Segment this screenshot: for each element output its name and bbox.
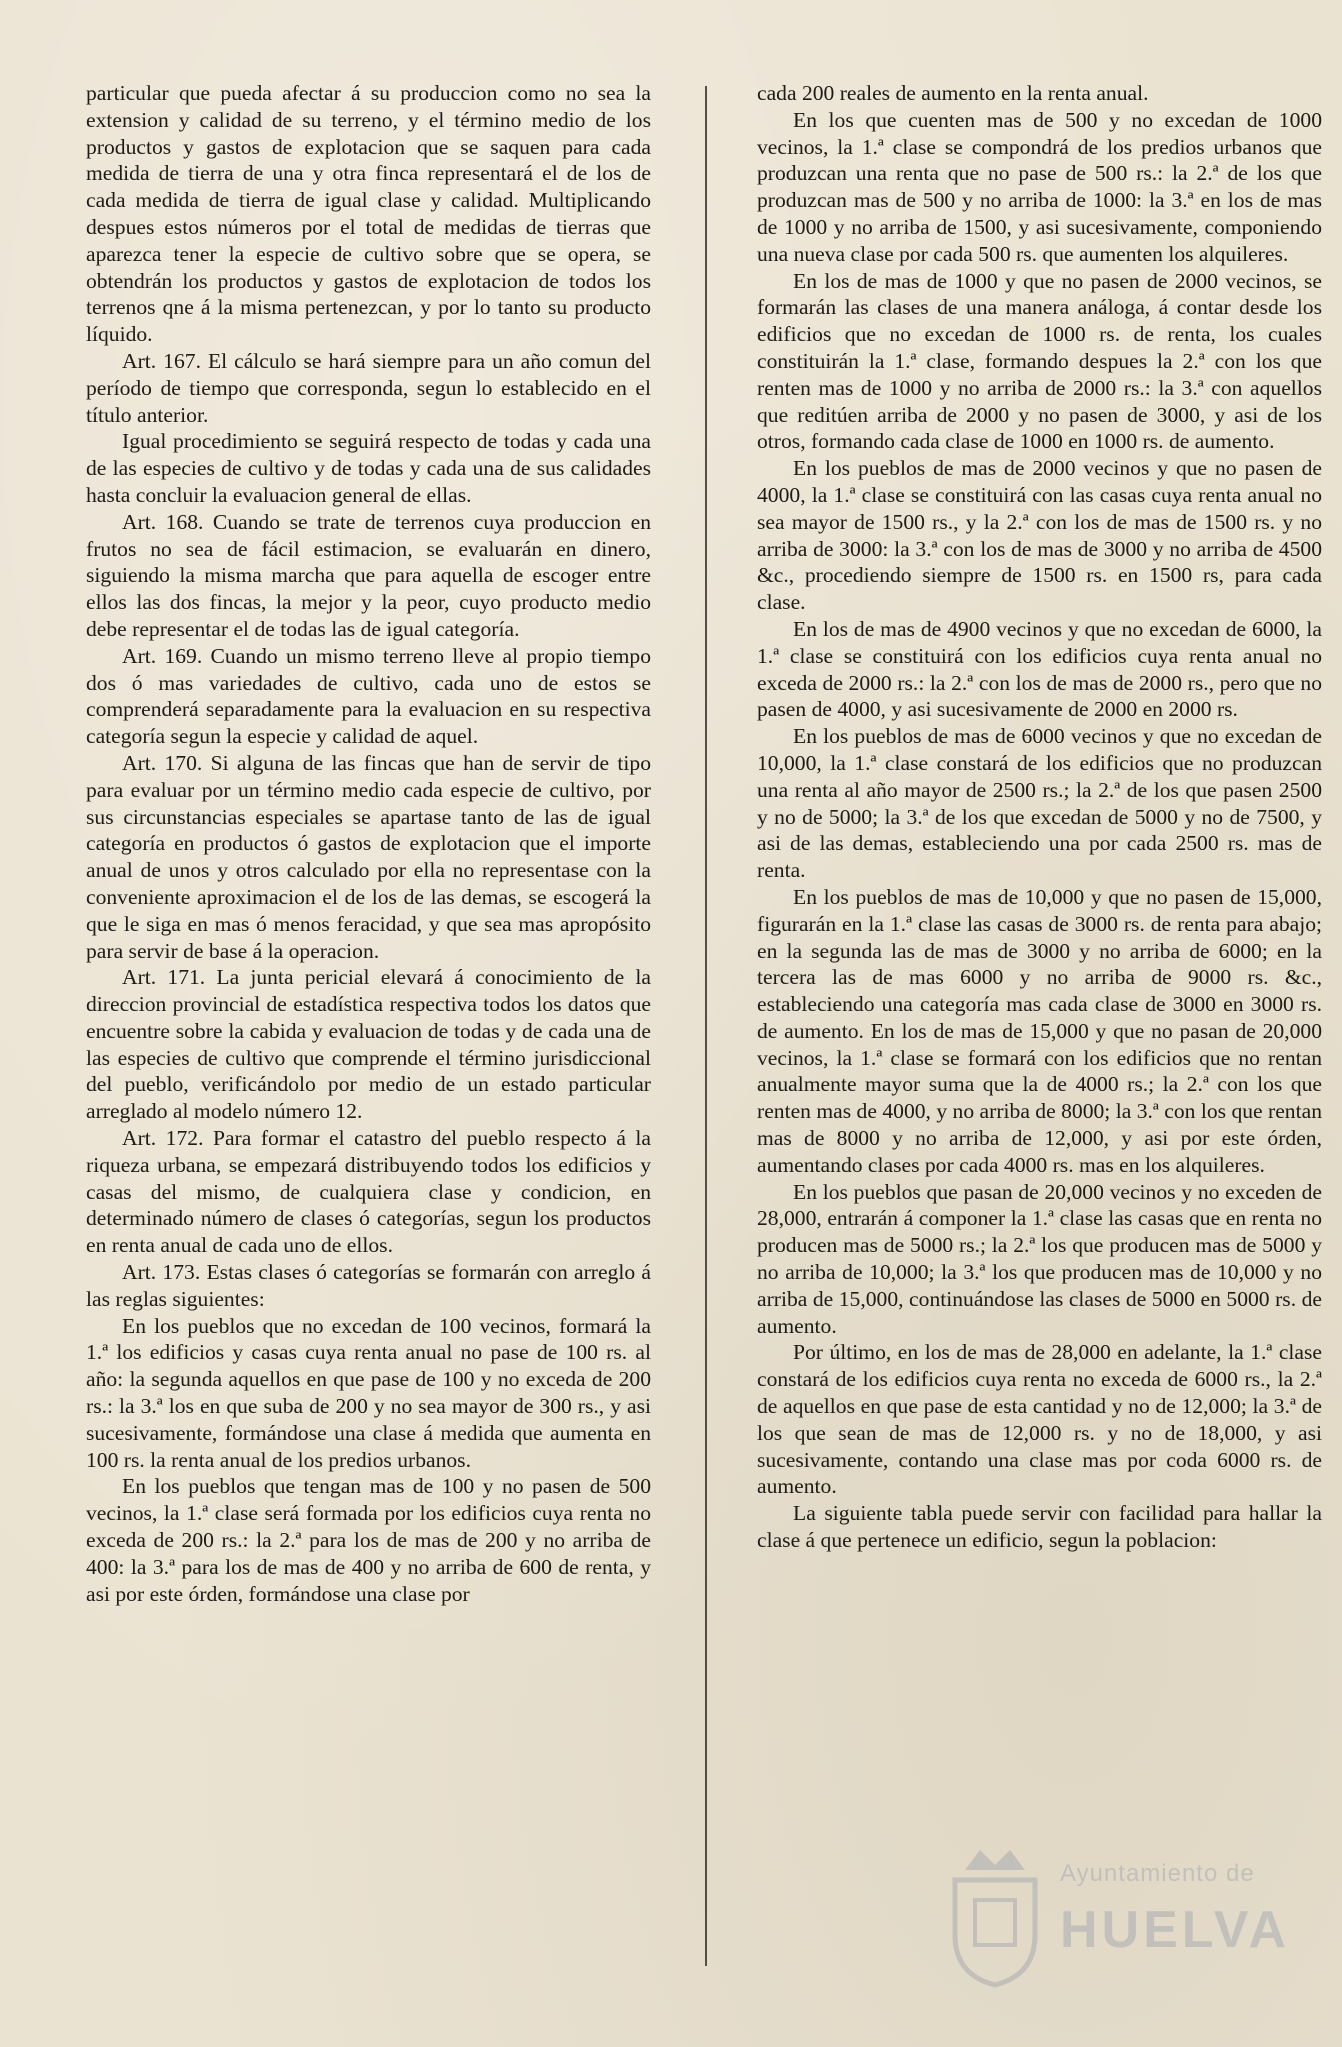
paragraph: Por último, en los de mas de 28,000 en adelante, la 1.ª clase constará de los edificios cuya renta no exceda de 6000 rs., la 2.ª de aquellos en que pase de esta cantidad y no de 12,000; la 3.ª de los que sean de mas de 12,000 rs. y no de 18,000, y asi sucesivamente, contando una clase mas por coda 6000 rs. de aumento.	[757, 1340, 1322, 1499]
paragraph-art-168: Art. 168. Cuando se trate de terrenos cuya produccion en frutos no sea de fácil estimacion, se evaluarán en dinero, siguiendo la misma marcha que para aquella de escoger entre ellos las dos fincas, la mejor y la peor, cuyo producto medio debe representar el de todas las de igual categoría.	[86, 509, 651, 641]
paragraph-art-169: Art. 169. Cuando un mismo terreno lleve al propio tiempo dos ó mas variedades de cultivo, cada uno de estos se comprenderá separadamente para la evaluacion en su respectiva categoría segun la especie y calidad de aquel.	[86, 643, 651, 749]
paragraph: En los pueblos de mas de 6000 vecinos y que no excedan de 10,000, la 1.ª clase constará de los edificios que no produzcan una renta al año mayor de 2500 rs.; la 2.ª de los que pasen 2500 y no de 5000; la 3.ª de los que excedan de 5000 y no de 7500, y asi de las demas, estableciendo una por cada 2500 rs. mas de renta.	[757, 724, 1322, 883]
column-divider	[705, 86, 707, 1966]
ayuntamiento-watermark	[940, 1830, 1320, 2030]
paragraph-art-173: Art. 173. Estas clases ó categorías se formarán con arreglo á las reglas siguientes:	[86, 1260, 651, 1311]
paragraph-art-172: Art. 172. Para formar el catastro del pueblo respecto á la riqueza urbana, se empezará distribuyendo todos los edificios y casas del mismo, de cualquiera clase y condicion, en determinado número de clases ó categorías, segun los productos en renta anual de cada uno de ellos.	[86, 1126, 651, 1258]
paragraph: En los de mas de 1000 y que no pasen de 2000 vecinos, se formarán las clases de una manera análoga, á contar desde los edificios que no excedan de 1000 rs. de renta, los cuales constituirán la 1.ª clase, formando despues la 2.ª con los que renten mas de 1000 y no arriba de 2000 rs.: la 3.ª con aquellos que reditúen arriba de 2000 y no pasen de 3000, y asi de los otros, formando cada clase de 1000 en 1000 rs. de aumento.	[757, 268, 1322, 454]
paragraph-art-171: Art. 171. La junta pericial elevará á conocimiento de la direccion provincial de estadística respectiva todos los datos que encuentre sobre la cabida y evaluacion de todas y de cada una de las especies de cultivo que comprende el término jurisdiccional del pueblo, verificándolo por medio de un estado particular arreglado al modelo número 12.	[86, 965, 651, 1124]
paragraph: En los que cuenten mas de 500 y no excedan de 1000 vecinos, la 1.ª clase se compondrá de los predios urbanos que produzcan una renta que no pase de 500 rs.: la 2.ª de los que produzcan mas de 500 y no arriba de 1000: la 3.ª en los de mas de 1000 y no arriba de 1500, y asi sucesivamente, componiendo una nueva clase por cada 500 rs. que aumenten los alquileres.	[757, 107, 1322, 266]
paragraph: En los pueblos que no excedan de 100 vecinos, formará la 1.ª los edificios y casas cuya renta anual no pase de 100 rs. al año: la segunda aquellos en que pase de 100 y no exceda de 200 rs.: la 3.ª los en que suba de 200 y no sea mayor de 300 rs., y asi sucesivamente, formándose una clase á medida que aumenta en 100 rs. la renta anual de los predios urbanos.	[86, 1313, 651, 1472]
paragraph: Igual procedimiento se seguirá respecto de todas y cada una de las especies de cultivo y de todas y cada una de sus calidades hasta concluir la evaluacion general de ellas.	[86, 429, 651, 507]
paragraph: La siguiente tabla puede servir con facilidad para hallar la clase á que pertenece un edificio, segun la poblacion:	[757, 1501, 1322, 1553]
paragraph: En los pueblos que tengan mas de 100 y no pasen de 500 vecinos, la 1.ª clase será formada por los edificios cuya renta no exceda de 200 rs.: la 2.ª para los de mas de 200 y no arriba de 400: la 3.ª para los de mas de 400 y no arriba de 600 de renta, y asi por este órden, formándose una clase por	[86, 1474, 651, 1606]
paragraph: En los pueblos de mas de 2000 vecinos y que no pasen de 4000, la 1.ª clase se constituirá con las casas cuya renta anual no sea mayor de 1500 rs., y la 2.ª con los de mas de 1500 rs. y no arriba de 3000: la 3.ª con los de mas de 3000 y no arriba de 4500 &c., procediendo siempre de 1500 rs. en 1500 rs, para cada clase.	[757, 456, 1322, 615]
paragraph: En los pueblos de mas de 10,000 y que no pasen de 15,000, figurarán en la 1.ª clase las casas de 3000 rs. de renta para abajo; en la segunda las de mas de 3000 y no arriba de 6000; en la tercera las de mas 6000 y no arriba de 9000 rs. &c., estableciendo una categoría mas cada clase de 3000 en 3000 rs. de aumento. En los de mas de 15,000 y que no pasan de 20,000 vecinos, la 1.ª clase se formará con los edificios que no rentan anualmente mayor suma que la de 4000 rs.; la 2.ª con los que renten mas de 4000, y no arriba de 8000; la 3.ª con los que rentan mas de 8000 y no arriba de 12,000, y asi por este órden, aumentando clases por cada 4000 rs. mas en los alquileres.	[757, 884, 1322, 1177]
paragraph: En los de mas de 4900 vecinos y que no excedan de 6000, la 1.ª clase se constituirá con los edificios cuya renta anual no exceda de 2000 rs.: la 2.ª con los de mas de 2000 rs., pero que no pasen de 4000, y asi sucesivamente de 2000 en 2000 rs.	[757, 616, 1322, 722]
watermark-line-1: Ayuntamiento de	[1060, 1860, 1255, 1887]
paragraph: En los pueblos que pasan de 20,000 vecinos y no exceden de 28,000, entrarán á componer la 1.ª clase las casas que en renta no producen mas de 5000 rs.; la 2.ª los que producen mas de 5000 y no arriba de 10,000; la 3.ª los que producen mas de 10,000 y no arriba de 15,000, continuándose las clases de 5000 en 5000 rs. de aumento.	[757, 1179, 1322, 1338]
paragraph-art-167: Art. 167. El cálculo se hará siempre para un año comun del período de tiempo que corresponda, segun lo establecido en el título anterior.	[86, 348, 651, 427]
left-text-column	[86, 80, 651, 1607]
paragraph: particular que pueda afectar á su produccion como no sea la extension y calidad de su terreno, y el término medio de los productos y gastos de explotacion que se saquen para cada medida de tierra de una y otra finca representará el de los de cada medida de tierra de igual clase y calidad. Multiplicando despues estos números por el total de medidas de tierras que aparezca tener la especie de cultivo sobre que se opera, se obtendrán los productos y gastos de explotacion de todos los terrenos qne á la misma pertenezcan, y por lo tanto su producto líquido.	[86, 81, 651, 347]
paragraph: cada 200 reales de aumento en la renta anual.	[757, 81, 1149, 105]
right-text-column	[757, 80, 1322, 1554]
watermark-line-2: HUELVA	[1060, 1901, 1291, 1959]
coat-of-arms-icon	[940, 1840, 1050, 1990]
paragraph-art-170: Art. 170. Si alguna de las fincas que han de servir de tipo para evaluar por un término medio cada especie de cultivo, por sus circunstancias especiales se apartase tanto de las de igual categoría en productos ó gastos de explotacion que el importe anual de unos y otros calculado por ella no representase con la conveniente aproximacion el de los de las demas, se escogerá la que le siga en mas ó menos feracidad, y que sea mas apropósito para servir de base á la operacion.	[86, 750, 651, 963]
